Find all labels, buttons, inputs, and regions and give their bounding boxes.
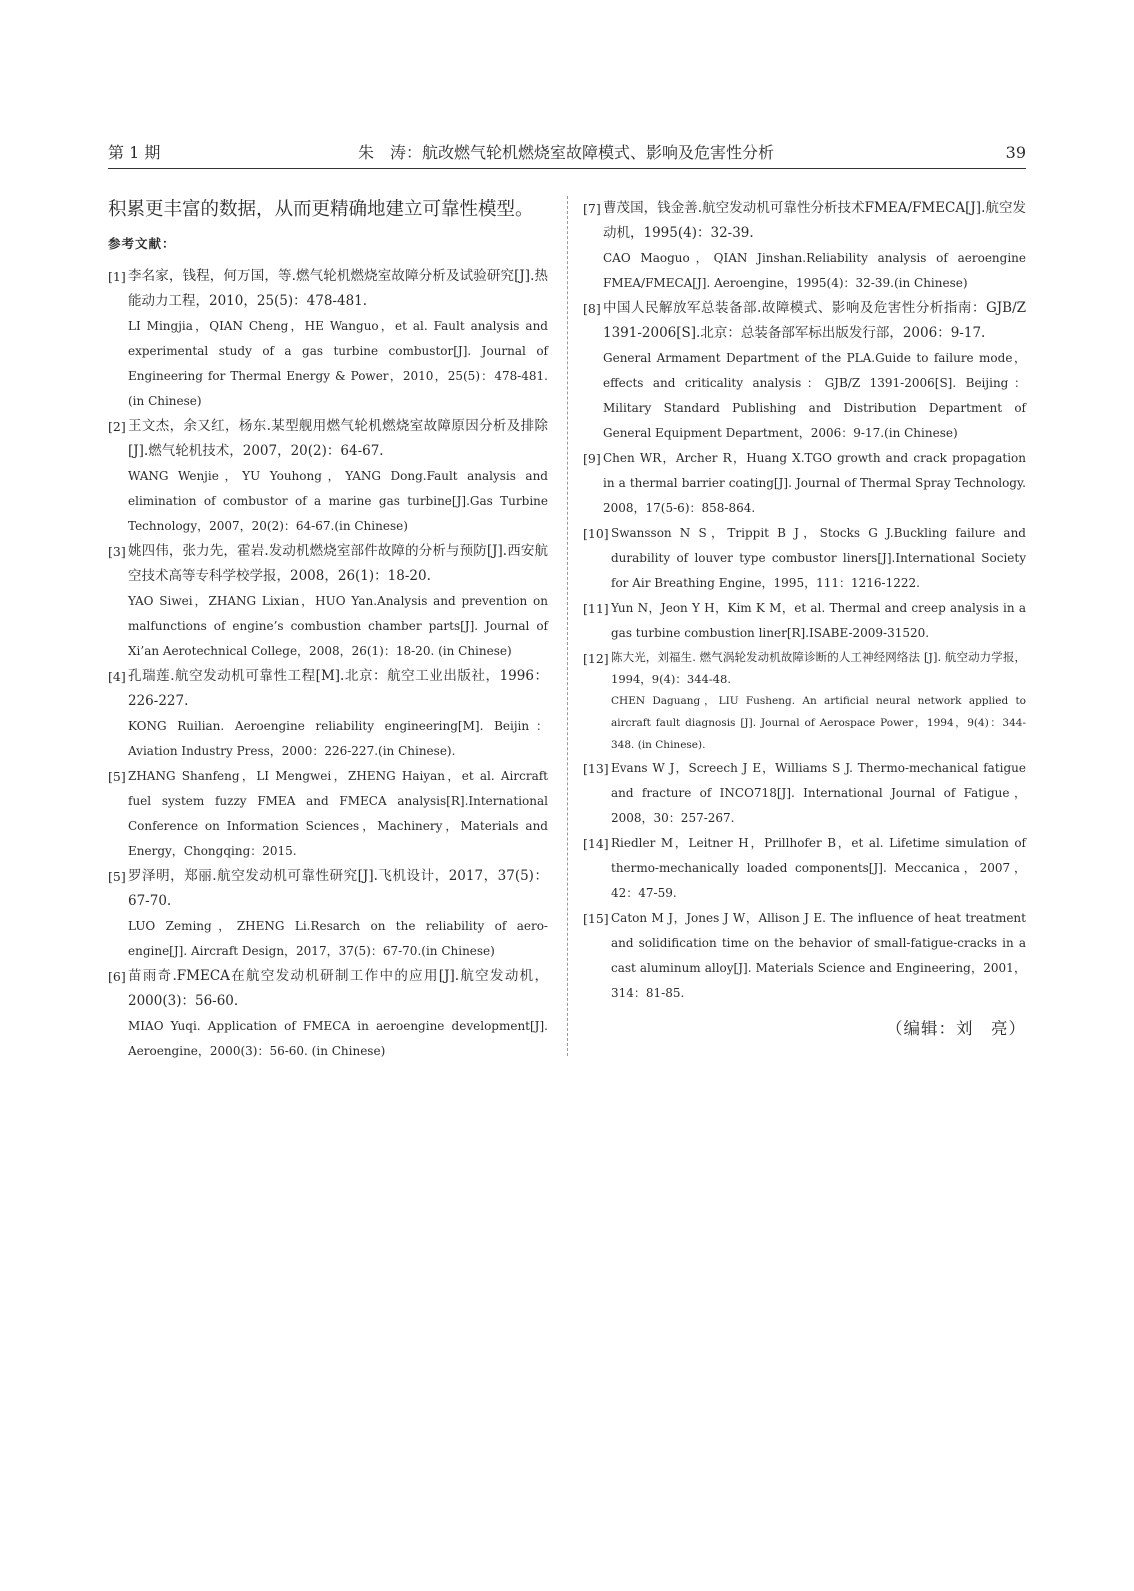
reference-item [108,964,548,1064]
reference-chinese-text: 曹茂国，钱金善.航空发动机可靠性分析技术FMEA/FMECA[J].航空发动机，1995(4)：32-39. [603,200,1026,241]
reference-chinese-text: 陈大光，刘福生. 燃气涡轮发动机故障诊断的人工神经网络法 [J]. 航空动力学报，1994，9(4)：344-48. [611,650,1026,686]
reference-item [583,446,1026,521]
column-divider [567,196,568,1056]
reference-chinese-text: 苗雨奇.FMECA在航空发动机研制工作中的应用[J].航空发动机，2000(3)：56-60. [128,968,548,1009]
reference-list-left [108,264,548,1064]
reference-english-text: YAO Siwei，ZHANG Lixian，HUO Yan.Analysis and prevention on malfunctions of engine’s combustion chamber parts[J]. Journal of Xi’an Aerotechnical College，2008，26(1)：18-20. (in Chinese) [128,594,548,658]
header-rule [108,168,1026,169]
reference-item [108,764,548,864]
reference-number: [14] [583,836,609,851]
right-column [583,196,1026,1042]
reference-number: [7] [583,201,601,216]
reference-number: [11] [583,601,609,616]
reference-item [108,664,548,764]
reference-number: [1] [108,269,126,284]
reference-number: [3] [108,544,126,559]
reference-item [583,646,1026,756]
running-title: 朱 涛：航改燃气轮机燃烧室故障模式、影响及危害性分析 [358,143,775,162]
reference-chinese-text: 罗泽明，郑丽.航空发动机可靠性研究[J].飞机设计，2017，37(5)：67-70. [128,868,548,909]
references-heading: 参考文献： [108,236,176,251]
issue-number: 第 1 期 [108,143,161,162]
editor-credit: （编辑：刘 亮） [886,1019,1026,1038]
reference-english-text: Chen WR，Archer R，Huang X.TGO growth and crack propagation in a thermal barrier coating[J]. Journal of Thermal Spray Technology. 2008，17(5-6)：858-864. [603,451,1026,515]
reference-item [108,539,548,664]
reference-item [583,596,1026,646]
reference-english-text: Caton M J，Jones J W，Allison J E. The influence of heat treatment and solidification time on the behavior of small-fatigue-cracks in a cast aluminum alloy[J]. Materials Science and Engineering，2001，314：81-85. [611,911,1026,1000]
reference-number: [4] [108,669,126,684]
reference-number: [6] [108,969,126,984]
reference-chinese-text: 姚四伟，张力先，霍岩.发动机燃烧室部件故障的分析与预防[J].西安航空技术高等专科学校学报，2008，26(1)：18-20. [128,543,548,584]
reference-english-text: CAO Maoguo，QIAN Jinshan.Reliability analysis of aeroengine FMEA/FMECA[J]. Aeroengine，1995(4)：32-39.(in Chinese) [603,251,1026,290]
reference-english-text: Riedler M，Leitner H，Prillhofer B，et al. Lifetime simulation of thermo-mechanically loaded components[J]. Meccanica，2007，42：47-59. [611,836,1026,900]
reference-english-text: General Armament Department of the PLA.Guide to failure mode，effects and criticality analysis：GJB/Z 1391-2006[S]. Beijing：Military Standard Publishing and Distribution Department of General Equipment Department，2006：9-17.(in Chinese) [603,351,1026,440]
reference-english-text: LUO Zeming，ZHENG Li.Resarch on the reliability of aero-engine[J]. Aircraft Design，2017，37(5)：67-70.(in Chinese) [128,919,548,958]
left-column [108,196,548,1064]
reference-english-text: Evans W J，Screech J E，Williams S J. Thermo-mechanical fatigue and fracture of INCO718[J]. International Journal of Fatigue，2008，30：257-267. [611,761,1026,825]
reference-item [108,864,548,964]
reference-chinese-text: 王文杰，余又红，杨东.某型舰用燃气轮机燃烧室故障原因分析及排除[J].燃气轮机技术，2007，20(2)：64-67. [128,418,548,459]
reference-number: [10] [583,526,609,541]
reference-english-text: Yun N，Jeon Y H，Kim K M，et al. Thermal and creep analysis in a gas turbine combustion liner[R].ISABE-2009-31520. [611,601,1026,640]
reference-chinese-text: 孔瑞莲.航空发动机可靠性工程[M].北京：航空工业出版社，1996：226-227. [128,668,548,709]
reference-item [583,196,1026,296]
reference-number: [5] [108,769,126,784]
reference-chinese-text: 中国人民解放军总装备部.故障模式、影响及危害性分析指南：GJB/Z 1391-2006[S].北京：总装备部军标出版发行部，2006：9-17. [603,300,1026,341]
reference-item [108,414,548,539]
reference-english-text: Swansson N S，Trippit B J，Stocks G J.Buckling failure and durability of louver type combustor liners[J].International Society for Air Breathing Engine，1995，111：1216-1222. [611,526,1026,590]
reference-number: [13] [583,761,609,776]
reference-number: [15] [583,911,609,926]
reference-item [108,264,548,414]
reference-item [583,831,1026,906]
page-header [108,142,1026,168]
reference-english-text: LI Mingjia，QIAN Cheng，HE Wanguo，et al. Fault analysis and experimental study of a gas turbine combustor[J]. Journal of Engineering for Thermal Energy & Power，2010，25(5)：478-481.(in Chinese) [128,319,548,408]
intro-text: 积累更丰富的数据，从而更精确地建立可靠性模型。 [108,199,534,220]
reference-number: [9] [583,451,601,466]
reference-chinese-text: 李名家，钱程，何万国，等.燃气轮机燃烧室故障分析及试验研究[J].热能动力工程，2010，25(5)：478-481. [128,268,548,309]
reference-english-text: CHEN Daguang，LIU Fusheng. An artificial neural network applied to aircraft fault diagnosis [J]. Journal of Aerospace Power，1994，9(4)：344-348. (in Chinese). [611,695,1026,751]
reference-english-text: ZHANG Shanfeng，LI Mengwei，ZHENG Haiyan，et al. Aircraft fuel system fuzzy FMEA and FMECA analysis[R].International Conference on Information Sciences，Machinery，Materials and Energy，Chongqing：2015. [128,769,548,858]
reference-list-right [583,196,1026,1006]
reference-english-text: MIAO Yuqi. Application of FMECA in aeroengine development[J]. Aeroengine，2000(3)：56-60. (in Chinese) [128,1019,548,1058]
reference-number: [8] [583,301,601,316]
reference-number: [5] [108,869,126,884]
reference-item [583,521,1026,596]
reference-english-text: KONG Ruilian. Aeroengine reliability engineering[M]. Beijin：Aviation Industry Press，2000：226-227.(in Chinese). [128,719,548,758]
reference-english-text: WANG Wenjie，YU Youhong，YANG Dong.Fault analysis and elimination of combustor of a marine gas turbine[J].Gas Turbine Technology，2007，20(2)：64-67.(in Chinese) [128,469,548,533]
reference-item [583,756,1026,831]
reference-number: [2] [108,419,126,434]
page-number: 39 [1005,143,1026,162]
reference-number: [12] [583,651,609,666]
reference-item [583,296,1026,446]
reference-item [583,906,1026,1006]
